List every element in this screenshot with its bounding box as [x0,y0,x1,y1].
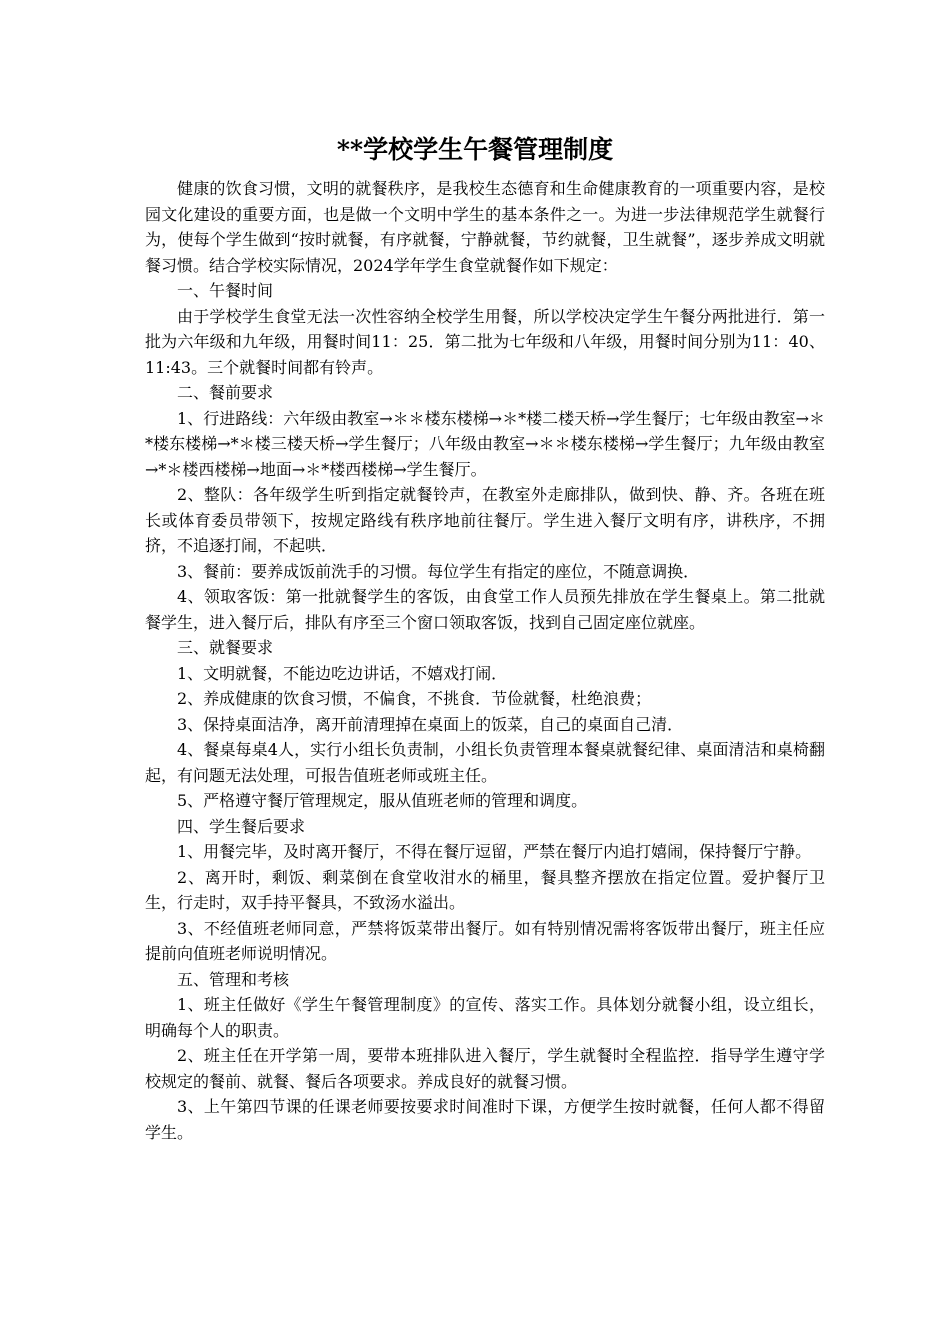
paragraph: 2、整队：各年级学生听到指定就餐铃声，在教室外走廊排队，做到快、静、齐。各班在班长或体育委员带领下，按规定路线有秩序地前往餐厅。学生进入餐厅文明有序，讲秩序，不拥挤，不追逐打闹，不起哄． [145,485,825,555]
paragraph: 4、领取客饭：第一批就餐学生的客饭，由食堂工作人员预先排放在学生餐桌上。第二批就餐学生，进入餐厅后，排队有序至三个窗口领取客饭，找到自己固定座位就座。 [145,587,825,632]
paragraph: 3、餐前：要养成饭前洗手的习惯。每位学生有指定的座位，不随意调换． [177,561,700,581]
paragraph: 1、用餐完毕，及时离开餐厅，不得在餐厅逗留，严禁在餐厅内追打嬉闹，保持餐厅宁静。 [177,842,812,861]
paragraph: 由于学校学生食堂无法一次性容纳全校学生用餐，所以学校决定学生午餐分两批进行．第一批为六年级和九年级，用餐时间11：25．第二批为七年级和八年级，用餐时间分别为11：40、11:43。三个就餐时间都有铃声。 [145,306,825,377]
document-body [145,176,825,1145]
section-heading-after-meal: 四、学生餐后要求 [177,816,306,836]
paragraph: 2、养成健康的饮食习惯，不偏食，不挑食．节俭就餐，杜绝浪费； [177,689,652,708]
section-heading-dining: 三、就餐要求 [177,638,274,657]
paragraph: 2、离开时，剩饭、剩菜倒在食堂收泔水的桶里，餐具整齐摆放在指定位置。爱护餐厅卫生，行走时，双手持平餐具，不致汤水溢出。 [145,867,825,912]
document-title: **学校学生午餐管理制度 [336,135,614,164]
paragraph: 1、行进路线：六年级由教室→＊＊楼东楼梯→＊*楼二楼天桥→学生餐厅；七年级由教室→＊*楼东楼梯→*＊楼三楼天桥→学生餐厅；八年级由教室→＊＊楼东楼梯→学生餐厅；九年级由教室→*＊楼西楼梯→地面→＊*楼西楼梯→学生餐厅。 [145,408,825,479]
paragraph: 3、不经值班老师同意，严禁将饭菜带出餐厅。如有特别情况需将客饭带出餐厅，班主任应提前向值班老师说明情况。 [145,918,825,963]
paragraph: 3、保持桌面洁净，离开前清理掉在桌面上的饭菜，自己的桌面自己清． [177,714,684,734]
paragraph: 4、餐桌每桌4人，实行小组长负责制，小组长负责管理本餐桌就餐纪律、桌面清洁和桌椅翻起，有问题无法处理，可报告值班老师或班主任。 [145,740,825,785]
section-heading-lunch-time: 一、午餐时间 [177,281,274,300]
paragraph: 3、上午第四节课的任课老师要按要求时间准时下课，方便学生按时就餐，任何人都不得留学生。 [145,1097,825,1142]
paragraph: 5、严格遵守餐厅管理规定，服从值班老师的管理和调度。 [177,791,588,810]
section-heading-before-meal: 二、餐前要求 [177,383,274,402]
paragraph: 1、班主任做好《学生午餐管理制度》的宣传、落实工作。具体划分就餐小组，设立组长，明确每个人的职责。 [145,995,825,1040]
section-heading-management: 五、管理和考核 [177,969,290,989]
paragraph: 2、班主任在开学第一周，要带本班排队进入餐厅，学生就餐时全程监控．指导学生遵守学校规定的餐前、就餐、餐后各项要求。养成良好的就餐习惯。 [145,1046,825,1091]
paragraph: 1、文明就餐，不能边吃边讲话，不嬉戏打闹． [177,663,508,683]
intro-paragraph: 健康的饮食习惯，文明的就餐秩序，是我校生态德育和生命健康教育的一项重要内容，是校园文化建设的重要方面，也是做一个文明中学生的基本条件之一。为进一步法律规范学生就餐行为，使每个学生做到“按时就餐，有序就餐，宁静就餐，节约就餐，卫生就餐”，逐步养成文明就餐习惯。结合学校实际情况，2024学年学生食堂就餐作如下规定： [145,179,825,275]
